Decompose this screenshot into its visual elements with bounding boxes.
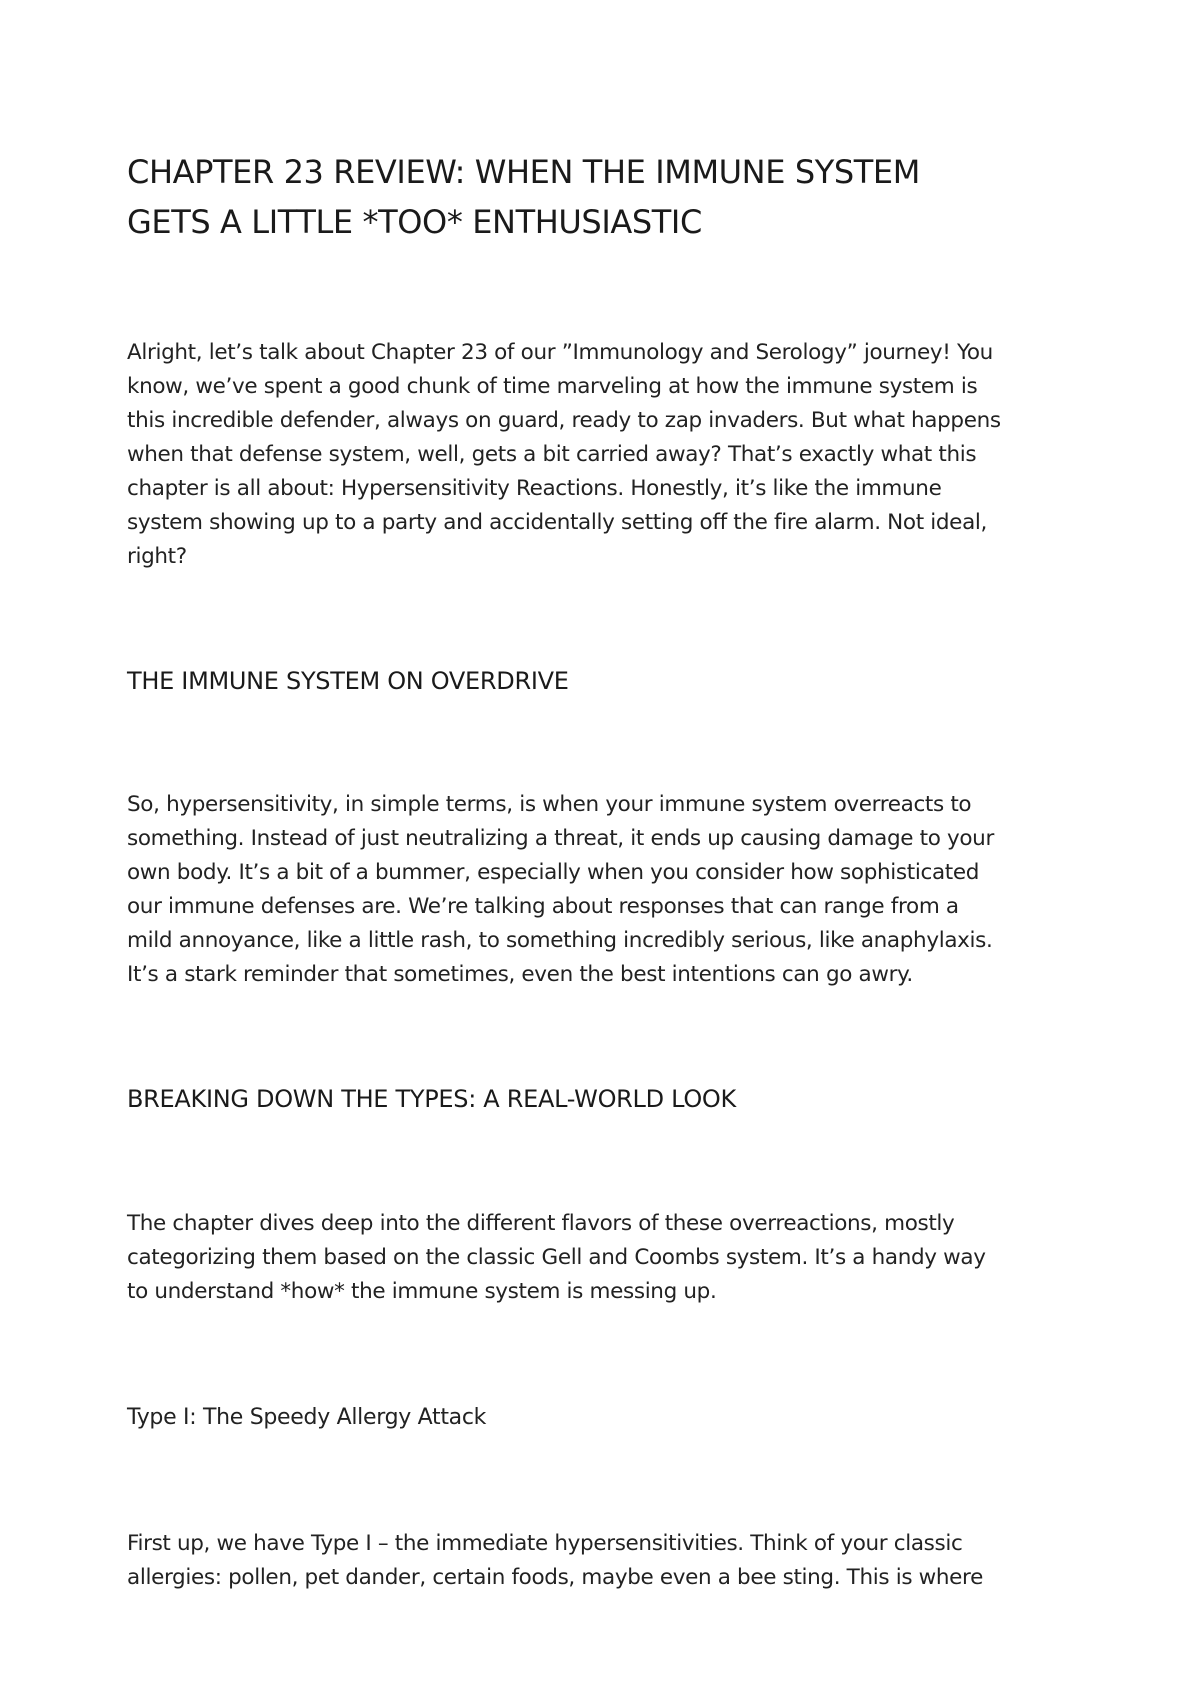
- section-heading-overdrive: THE IMMUNE SYSTEM ON OVERDRIVE: [127, 667, 569, 695]
- subsection-heading-type-i: Type I: The Speedy Allergy Attack: [127, 1405, 487, 1430]
- paragraph-line: own body. It’s a bit of a bummer, especially when you consider how sophisticated: [127, 860, 980, 885]
- title-line: GETS A LITTLE *TOO* ENTHUSIASTIC: [127, 203, 702, 241]
- paragraph-line: system showing up to a party and accidentally setting off the fire alarm. Not ideal,: [127, 510, 987, 535]
- paragraph-line: mild annoyance, like a little rash, to something incredibly serious, like anaphylaxis.: [127, 928, 993, 953]
- paragraph-line: when that defense system, well, gets a bit carried away? That’s exactly what this: [127, 442, 977, 467]
- paragraph-line: to understand *how* the immune system is messing up.: [127, 1279, 717, 1304]
- paragraph-line: The chapter dives deep into the different flavors of these overreactions, mostly: [127, 1211, 955, 1236]
- paragraph-line: something. Instead of just neutralizing a threat, it ends up causing damage to your: [127, 826, 994, 851]
- paragraph-line: Alright, let’s talk about Chapter 23 of our ”Immunology and Serology” journey! You: [127, 340, 993, 365]
- subsection-type-i-paragraph: [127, 1527, 1087, 1595]
- paragraph-line: categorizing them based on the classic Gell and Coombs system. It’s a handy way: [127, 1245, 986, 1270]
- intro-paragraph: [127, 336, 1087, 574]
- paragraph-line: right?: [127, 544, 187, 569]
- paragraph-line: It’s a stark reminder that sometimes, even the best intentions can go awry.: [127, 962, 913, 987]
- section-types-paragraph: [127, 1207, 1087, 1309]
- paragraph-line: allergies: pollen, pet dander, certain foods, maybe even a bee sting. This is where: [127, 1565, 983, 1590]
- paragraph-line: this incredible defender, always on guard, ready to zap invaders. But what happens: [127, 408, 1001, 433]
- section-overdrive-paragraph: [127, 788, 1087, 992]
- paragraph-line: chapter is all about: Hypersensitivity Reactions. Honestly, it’s like the immune: [127, 476, 942, 501]
- paragraph-line: know, we’ve spent a good chunk of time marveling at how the immune system is: [127, 374, 978, 399]
- page-title: [127, 147, 1087, 247]
- paragraph-line: our immune defenses are. We’re talking about responses that can range from a: [127, 894, 959, 919]
- paragraph-line: First up, we have Type I – the immediate hypersensitivities. Think of your classic: [127, 1531, 963, 1556]
- title-line: CHAPTER 23 REVIEW: WHEN THE IMMUNE SYSTEM: [127, 153, 920, 191]
- section-heading-types: BREAKING DOWN THE TYPES: A REAL-WORLD LOOK: [127, 1085, 736, 1113]
- paragraph-line: So, hypersensitivity, in simple terms, is when your immune system overreacts to: [127, 792, 972, 817]
